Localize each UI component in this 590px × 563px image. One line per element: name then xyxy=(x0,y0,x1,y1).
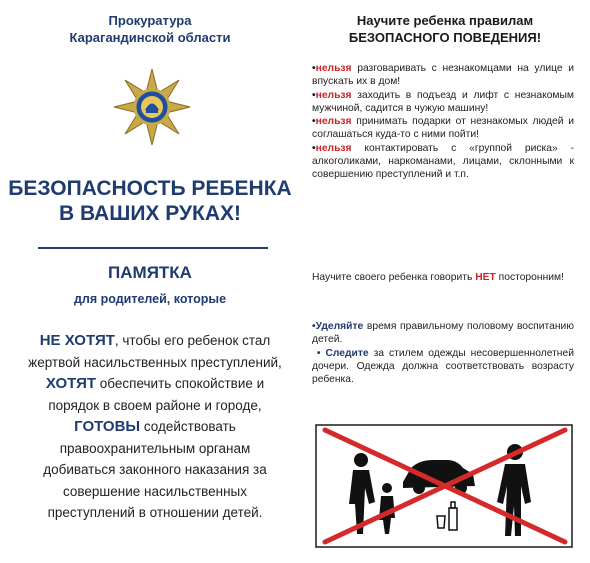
para-text-3: содействовать правоохранительным органам добиваться законного наказания за совершение насильственных преступлений в отношении детей. xyxy=(43,419,267,520)
rule-text: контактировать с «группой риска» - алкоголиками, наркоманами, лицами, склонными к совершению преступлений и т.п. xyxy=(312,142,574,181)
bullet: • xyxy=(312,89,316,101)
rules-title-line-1: Научите ребенка правилам xyxy=(356,13,534,28)
teach-end: посторонним! xyxy=(495,272,564,283)
bullet: • xyxy=(312,63,316,74)
rule-text: принимать подарки от незнакомых людей и соглашаться куда-то с ними пойти! xyxy=(312,116,574,141)
rule-item xyxy=(312,62,574,89)
rule-text: разговаривать с незнакомцами на улице и впускать их в дом! xyxy=(312,63,574,88)
teach-net-keyword: НЕТ xyxy=(475,272,496,283)
teach-say-no xyxy=(312,271,574,284)
rules-title-line-2: БЕЗОПАСНОГО ПОВЕДЕНИЯ! xyxy=(348,30,542,45)
rule-keyword-nelzya: нельзя xyxy=(315,89,352,101)
headline-line-2: В ВАШИХ РУКАХ! xyxy=(58,202,242,225)
rule-keyword-nelzya: нельзя xyxy=(315,116,352,128)
advice-text: за стилем одежды несовершеннолетней дочери. Одежда должна соответствовать возрасту ребенка. xyxy=(312,347,574,386)
para-text-2: обеспечить спокойствие и порядок в своем районе и городе, xyxy=(48,376,265,413)
advice-keyword-udelyayte: Уделяйте xyxy=(315,321,364,332)
organization-name xyxy=(0,12,300,46)
headline xyxy=(0,176,300,226)
rule-item xyxy=(312,115,574,142)
headline-line-1: БЕЗОПАСНОСТЬ РЕБЕНКА xyxy=(8,177,292,200)
para-text-1: , чтобы его ребенок стал жертвой насильственных преступлений, xyxy=(28,333,282,370)
keyword-hotyat: ХОТЯТ xyxy=(45,375,97,392)
rules-list xyxy=(312,62,574,182)
teach-text: Научите своего ребенка говорить xyxy=(312,272,476,283)
advice-list xyxy=(312,320,574,386)
rule-item xyxy=(312,142,574,182)
divider-line xyxy=(38,247,268,249)
bullet: • xyxy=(312,142,316,154)
bullet: • xyxy=(316,347,321,359)
rule-keyword-nelzya: нельзя xyxy=(315,63,352,74)
rules-title xyxy=(300,12,590,46)
keyword-gotovy: ГОТОВЫ xyxy=(74,418,141,435)
prosecutor-emblem-icon xyxy=(113,68,191,146)
right-column xyxy=(300,0,590,563)
org-line-1: Прокуратура xyxy=(108,13,192,28)
advice-item xyxy=(312,320,574,347)
advice-text: время правильному половому воспитанию детей. xyxy=(312,321,574,346)
bullet: • xyxy=(312,116,316,128)
rule-text: заходить в подъезд и лифт с незнакомым мужчиной, садится в чужую машину! xyxy=(312,89,574,114)
advice-keyword-sledite: Следите xyxy=(325,347,369,359)
crossed-out-stranger-pictogram xyxy=(315,424,573,548)
memo-title: ПАМЯТКА xyxy=(108,263,192,282)
rule-keyword-nelzya: нельзя xyxy=(315,142,352,154)
rule-item xyxy=(312,89,574,116)
memo-subtitle: для родителей, которые xyxy=(73,292,227,306)
advice-item xyxy=(312,347,574,387)
keyword-ne-hotyat: НЕ ХОТЯТ xyxy=(39,332,115,349)
memo-paragraph xyxy=(26,330,284,524)
org-line-2: Карагандинской области xyxy=(69,30,231,45)
bullet: • xyxy=(312,321,316,332)
